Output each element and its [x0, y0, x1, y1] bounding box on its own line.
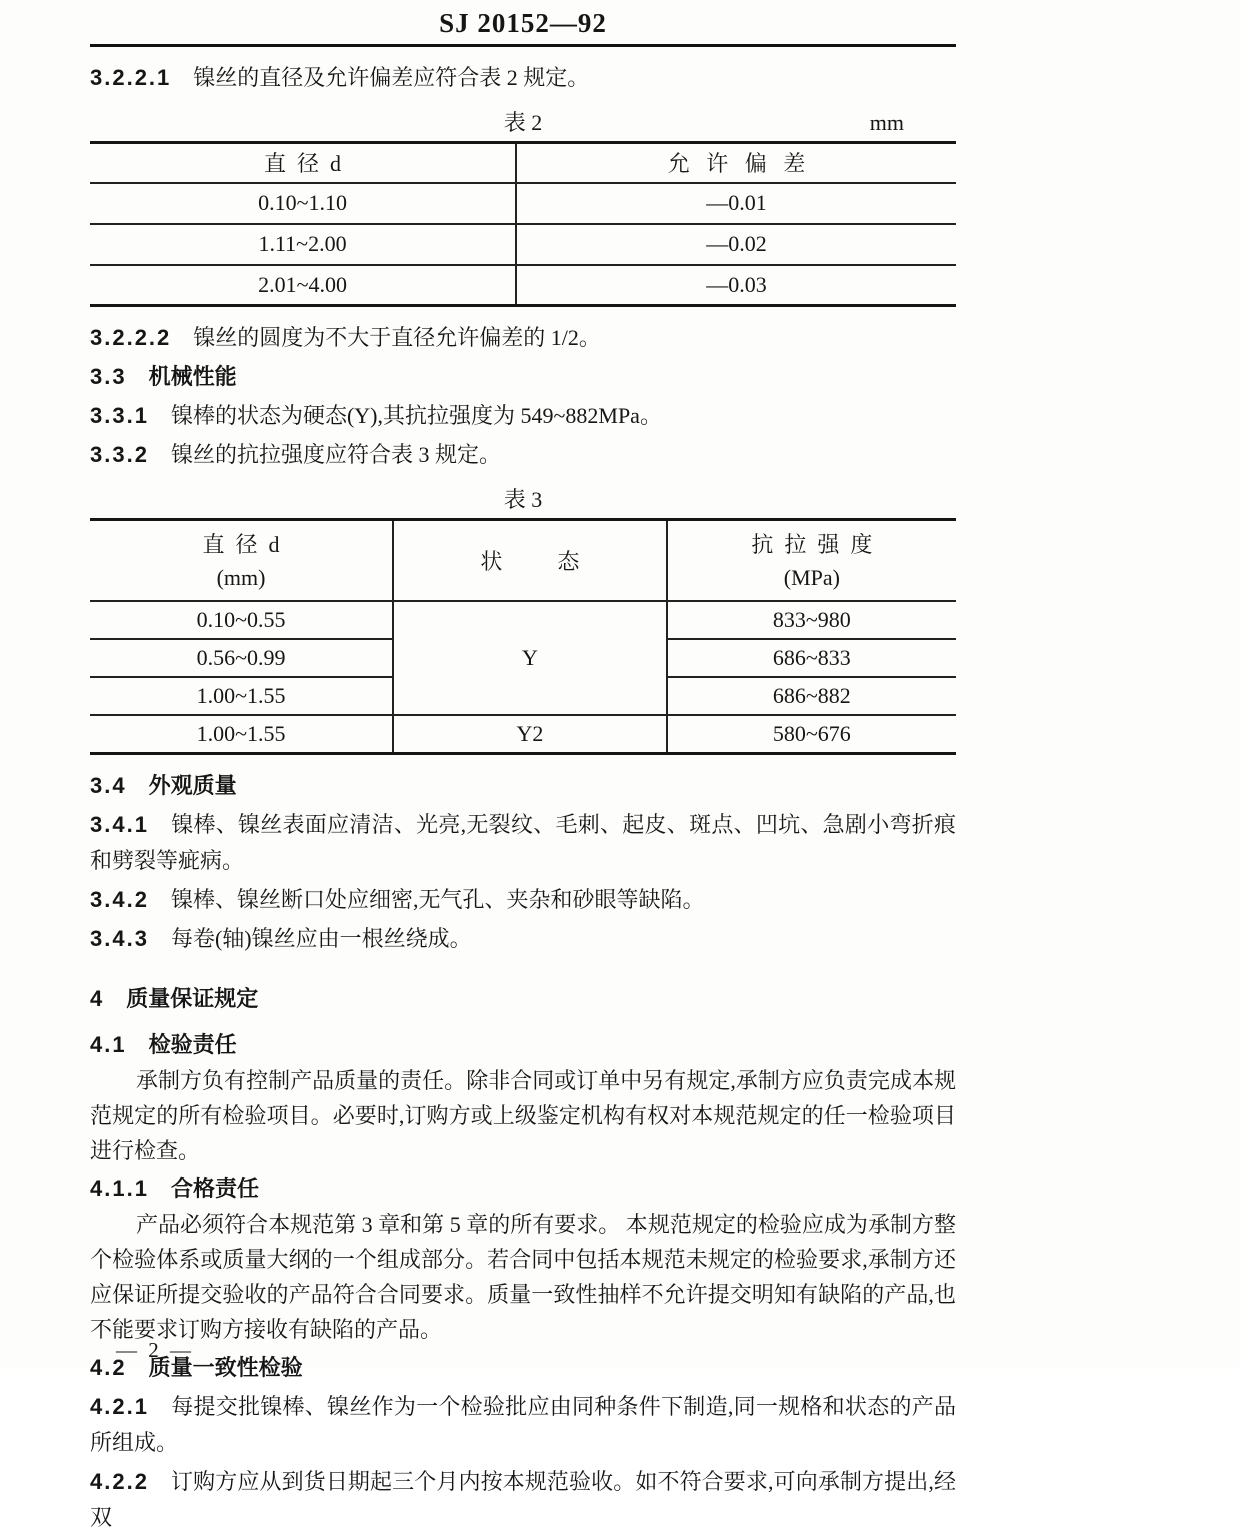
cell-tolerance: —0.03: [516, 265, 956, 306]
table3-caption: 表 3: [503, 487, 543, 512]
chapter-title: 质量保证规定: [126, 985, 259, 1011]
chapter-4-heading: [90, 981, 956, 1017]
clause-number: 4.1: [90, 1031, 127, 1057]
clause-text: 镍棒、镍丝表面应清洁、光亮,无裂纹、毛刺、起皮、斑点、凹坑、急剧小弯折痕和劈裂等疵病。: [90, 811, 956, 873]
clause-number: 4.1.1: [90, 1175, 149, 1201]
clause-number: 3.3: [90, 364, 127, 389]
column-header-diameter: [90, 520, 393, 602]
clause-4-1-body: 承制方负有控制产品质量的责任。除非合同或订单中另有规定,承制方应负责完成本规范规定的所有检验项目。必要时,订购方或上级鉴定机构有权对本规范规定的任一检验项目进行检查。: [90, 1067, 956, 1163]
column-header-diameter-unit: (mm): [216, 565, 266, 590]
table2-row-2: [90, 265, 956, 306]
table2-header-row: [90, 143, 956, 183]
table2-row-1: [90, 224, 956, 265]
cell-diameter: 0.10~1.10: [90, 183, 516, 224]
column-header-tolerance: 允 许 偏 差: [516, 143, 956, 183]
column-header-strength-unit: (MPa): [783, 565, 840, 590]
column-header-strength-label: 抗 拉 强 度: [751, 532, 873, 557]
clause-3-2-2-1: [90, 60, 956, 96]
chapter-number: 4: [90, 985, 105, 1011]
clause-3-4-3: [90, 921, 956, 957]
clause-4-2: [90, 1350, 956, 1386]
column-header-strength: [667, 520, 956, 602]
cell-diameter: 0.56~0.99: [90, 639, 393, 677]
cell-strength: 833~980: [667, 601, 956, 639]
clause-text: 每提交批镍棒、镍丝作为一个检验批应由同种条件下制造,同一规格和状态的产品所组成。: [90, 1393, 956, 1455]
clause-number: 3.4: [90, 772, 127, 798]
clause-text: 镍丝的抗拉强度应符合表 3 规定。: [170, 442, 501, 467]
column-header-state-label: 状 态: [480, 548, 580, 574]
clause-4-2-2: [90, 1464, 956, 1536]
cell-diameter: 2.01~4.00: [90, 265, 516, 306]
clause-title: 合格责任: [170, 1175, 259, 1201]
clause-number: 4.2.1: [90, 1393, 149, 1419]
clause-3-3-2: [90, 437, 956, 473]
table2: [90, 141, 956, 307]
clause-3-2-2-2: [90, 320, 956, 356]
clause-number: 3.3.2: [90, 442, 149, 467]
cell-diameter: 1.00~1.55: [90, 715, 393, 753]
clause-number: 3.4.1: [90, 811, 149, 837]
clause-text: 镍丝的圆度为不大于直径允许偏差的 1/2。: [193, 325, 601, 350]
cell-strength: 580~676: [667, 715, 956, 753]
table3-caption-row: [90, 485, 956, 515]
column-header-diameter-label: 直 径 d: [202, 532, 280, 557]
clause-text: 镍丝的直径及允许偏差应符合表 2 规定。: [193, 65, 590, 90]
clause-title: 机械性能: [148, 364, 237, 389]
clause-3-4-2: [90, 882, 956, 918]
table3-row-3: [90, 715, 956, 753]
cell-diameter: 1.11~2.00: [90, 224, 516, 265]
clause-title: 检验责任: [148, 1031, 237, 1057]
clause-4-1-1: [90, 1171, 956, 1207]
clause-text: 镍棒的状态为硬态(Y),其抗拉强度为 549~882MPa。: [170, 403, 662, 428]
clause-4-1-1-body: 产品必须符合本规范第 3 章和第 5 章的所有要求。 本规范规定的检验应成为承制方整个检验体系或质量大纲的一个组成部分。若合同中包括本规范未规定的检验要求,承制方还应保证所提交验收的产品符合合同要求。质量一致性抽样不允许提交明知有缺陷的产品,也不能要求订购方接收有缺陷的产品。: [90, 1211, 956, 1342]
cell-state: Y2: [393, 715, 667, 753]
standard-number: SJ 20152—92: [439, 8, 607, 38]
clause-number: 3.4.3: [90, 925, 149, 951]
clause-4-1: [90, 1027, 956, 1063]
clause-number: 3.3.1: [90, 403, 149, 428]
cell-state-merged: Y: [393, 601, 667, 715]
cell-diameter: 1.00~1.55: [90, 677, 393, 715]
cell-tolerance: —0.01: [516, 183, 956, 224]
table3-row-0: [90, 601, 956, 639]
clause-3-3: [90, 359, 956, 395]
clause-text: 订购方应从到货日期起三个月内按本规范验收。如不符合要求,可向承制方提出,经双: [90, 1468, 956, 1530]
clause-title: 质量一致性检验: [148, 1354, 303, 1380]
clause-4-2-1: [90, 1389, 956, 1461]
table2-caption: 表 2: [503, 110, 543, 135]
clause-number: 4.2: [90, 1354, 127, 1380]
header-rule: [90, 44, 956, 47]
clause-3-3-1: [90, 398, 956, 434]
clause-number: 3.4.2: [90, 886, 149, 912]
table2-row-0: [90, 183, 956, 224]
clause-number: 3.2.2.1: [90, 65, 172, 90]
table2-unit-label: mm: [869, 110, 904, 135]
table3: [90, 518, 956, 755]
cell-diameter: 0.10~0.55: [90, 601, 393, 639]
clause-text: 每卷(轴)镍丝应由一根丝绕成。: [170, 925, 472, 951]
clause-3-4-1: [90, 807, 956, 879]
table2-caption-row: [90, 108, 956, 138]
table3-header-row: [90, 520, 956, 602]
cell-strength: 686~833: [667, 639, 956, 677]
page-number: — 2 —: [116, 1338, 194, 1362]
column-header-state: [393, 520, 667, 602]
column-header-diameter: 直 径 d: [90, 143, 516, 183]
cell-strength: 686~882: [667, 677, 956, 715]
cell-tolerance: —0.02: [516, 224, 956, 265]
clause-number: 4.2.2: [90, 1468, 149, 1494]
clause-title: 外观质量: [148, 772, 237, 798]
clause-3-4: [90, 768, 956, 804]
clause-text: 镍棒、镍丝断口处应细密,无气孔、夹杂和砂眼等缺陷。: [170, 886, 705, 912]
clause-number: 3.2.2.2: [90, 325, 172, 350]
content-column: [90, 0, 956, 1536]
